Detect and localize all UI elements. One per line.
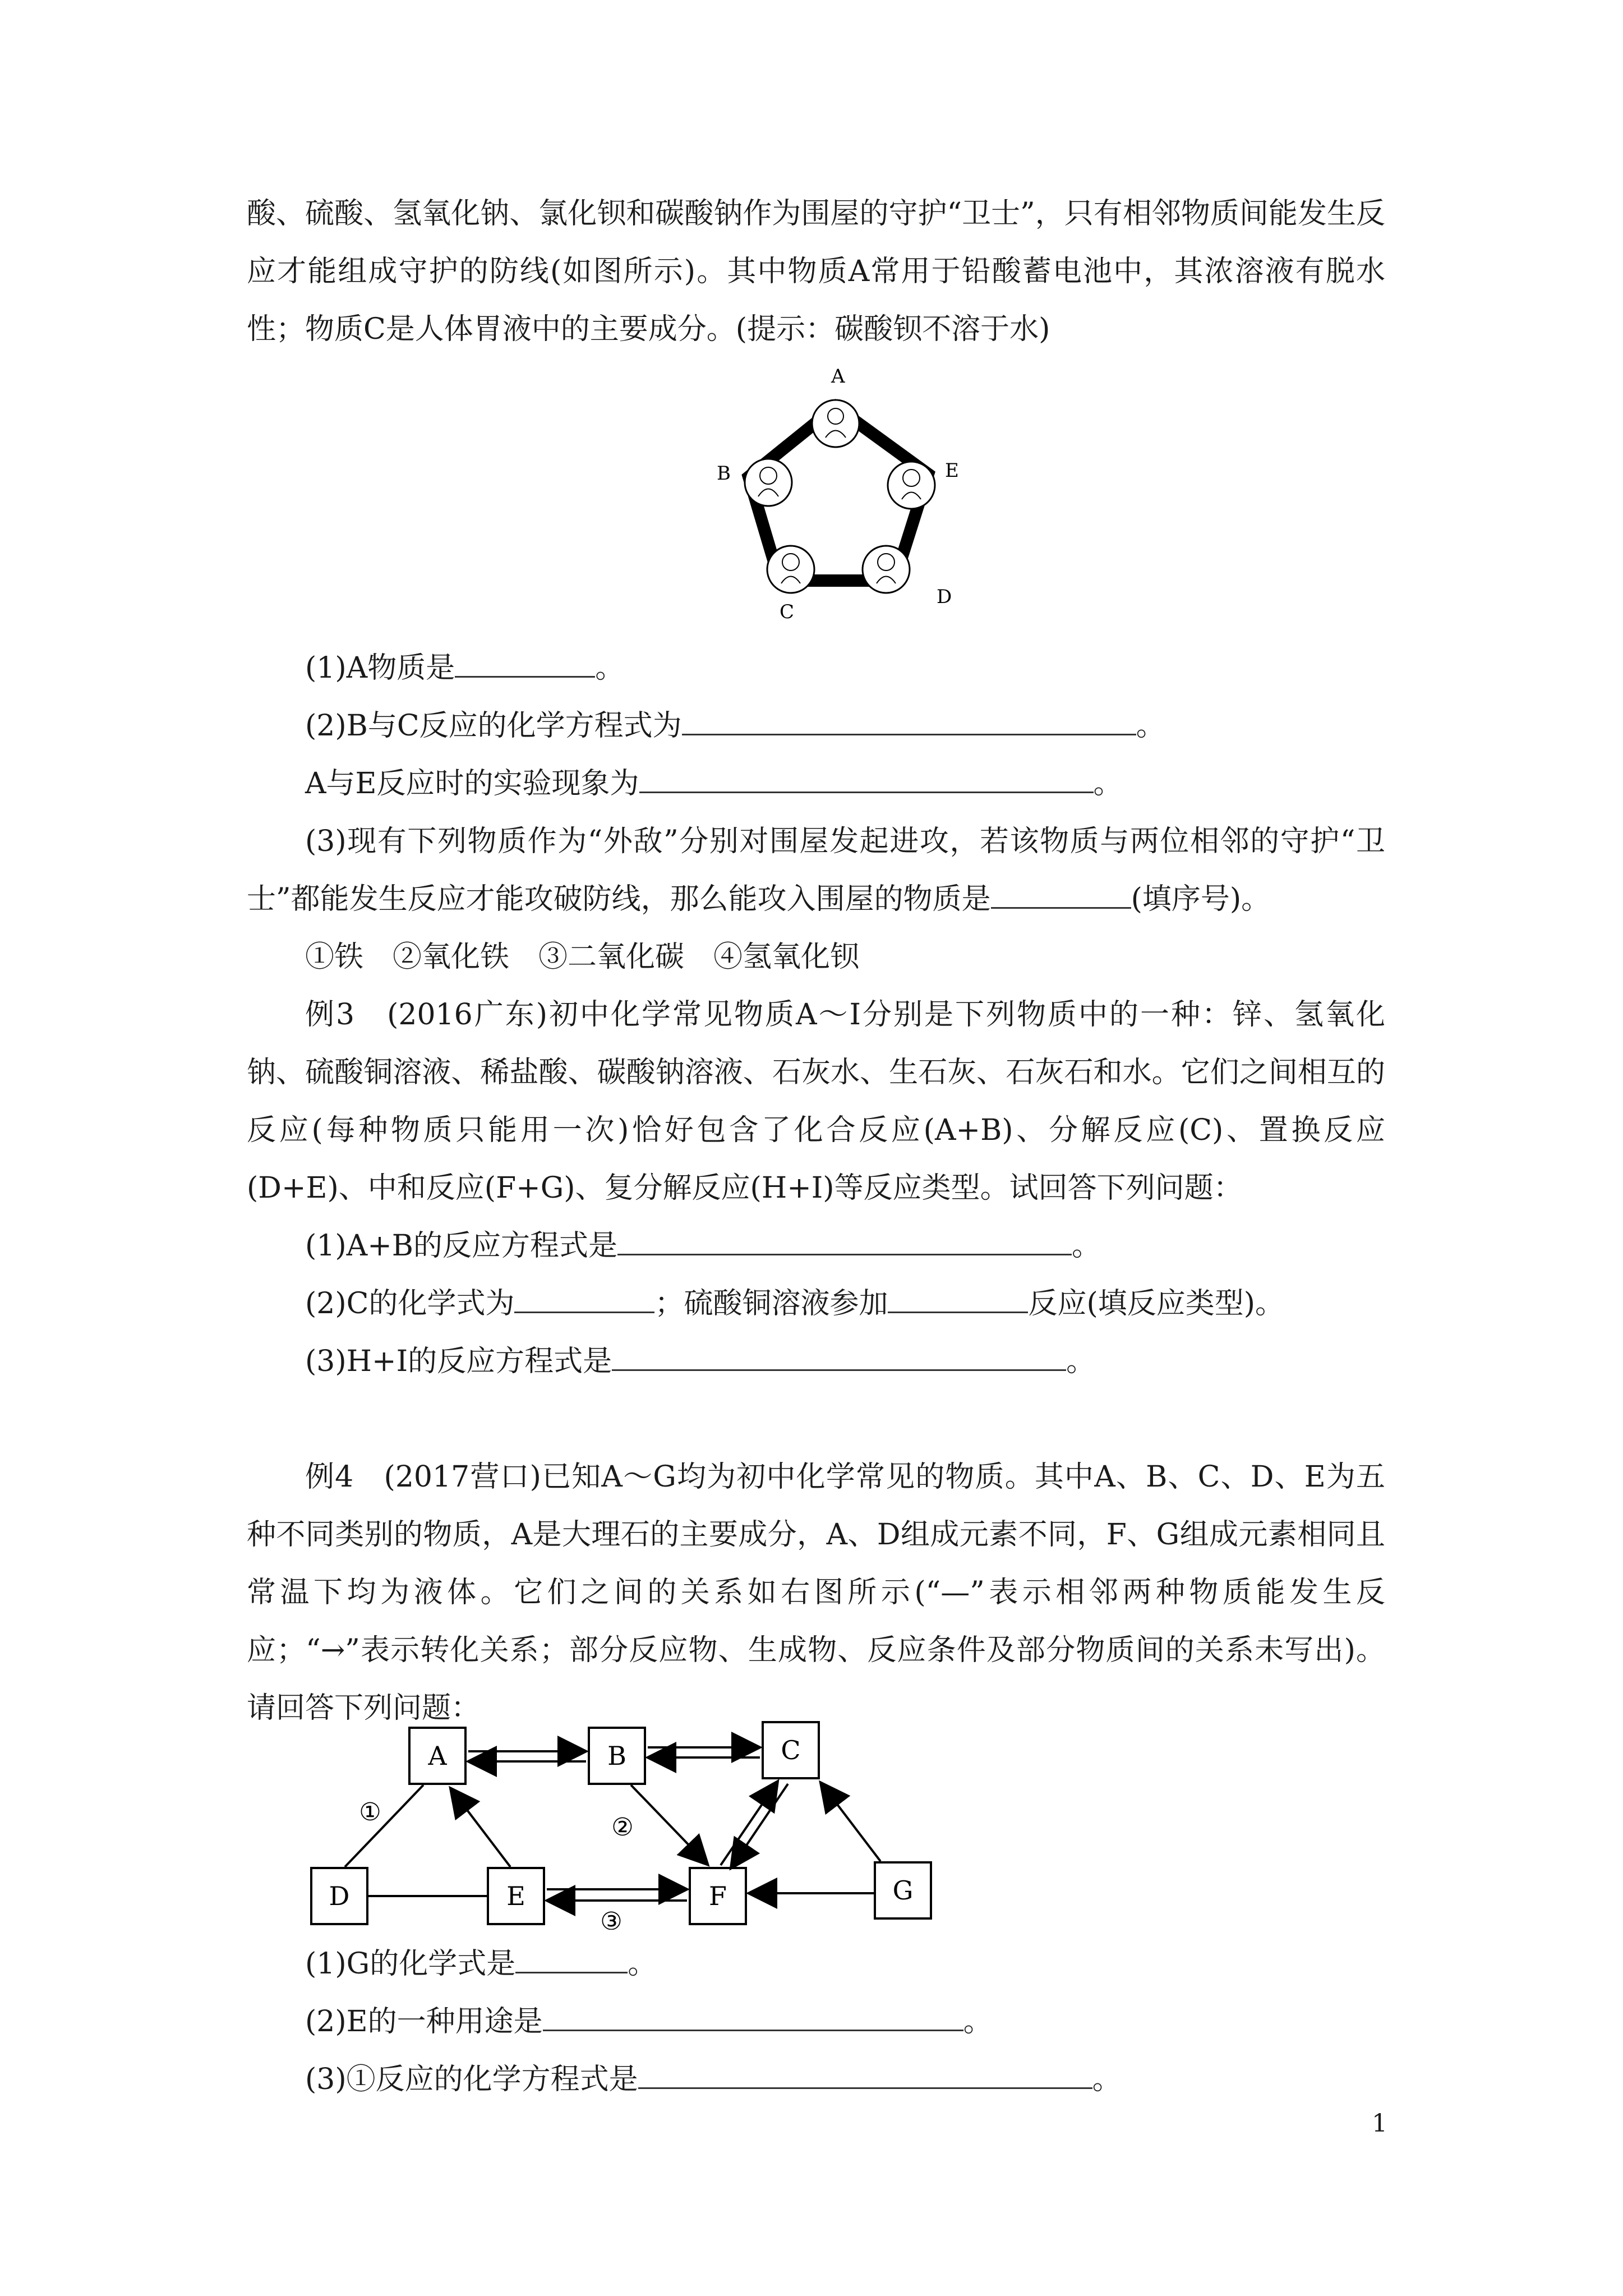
pentagon-diagram (701, 359, 981, 639)
ex2-options: ①铁 ②氧化铁 ③二氧化碳 ④氢氧化钡 (305, 940, 860, 974)
ex2-question-2b: A与E反应时的实验现象为 。 (305, 767, 1123, 800)
label-a: A (831, 365, 845, 388)
node-e-icon (888, 462, 935, 509)
ex3-question-2: (2)C的化学式为 ；硫酸铜溶液参加 反应(填反应类型)。 (305, 1287, 1285, 1320)
ex3-question-3: (3)H+I的反应方程式是 。 (305, 1345, 1096, 1378)
mark-3: ③ (600, 1907, 623, 1930)
label-c: C (780, 601, 795, 623)
node-c-text: C (781, 1735, 801, 1765)
node-a-icon (812, 400, 859, 447)
ex4-question-2: (2)E的一种用途是 。 (305, 2005, 993, 2039)
node-c-icon (767, 546, 814, 593)
node-d-icon (863, 546, 910, 593)
mark-2: ② (611, 1813, 634, 1842)
node-g-text: G (892, 1875, 914, 1906)
ex2-question-2: (2)B与C反应的化学方程式为 。 (305, 709, 1165, 743)
label-e: E (945, 459, 959, 482)
ex4-question-1: (1)G的化学式是 。 (305, 1947, 657, 1981)
node-f-text: F (709, 1881, 727, 1911)
node-d-text: D (329, 1881, 350, 1911)
intro-paragraph: 酸、硫酸、氢氧化钠、氯化钡和碳酸钠作为围屋的守护“卫士”，只有相邻物质间能发生反应才能组成守护的防线(如图所示)。其中物质A常用于铅酸蓄电池中，其浓溶液有脱水性；物质C是人体胃液中的主要成分。(提示：碳酸钡不溶于水) (247, 197, 1385, 346)
mark-1: ① (359, 1798, 381, 1826)
ex2-question-3: (3)现有下列物质作为“外敌”分别对围屋发起进攻，若该物质与两位相邻的守护“卫士”都能发生反应才能攻破防线，那么能攻入围屋的物质是 (填序号)。 (247, 825, 1385, 916)
ex3-paragraph: 例3 (2016广东)初中化学常见物质A～I分别是下列物质中的一种：锌、氢氧化钠、硫酸铜溶液、稀盐酸、碳酸钠溶液、石灰水、生石灰、石灰石和水。它们之间相互的反应(每种物质只能用一次)恰好包含了化合反应(A+B)、分解反应(C)、置换反应(D+E)、中和反应(F+G)、复分解反应(H+I)等反应类型。试回答下列问题： (247, 998, 1385, 1205)
node-e-text: E (506, 1881, 525, 1911)
ex2-question-1: (1)A物质是 。 (305, 651, 625, 685)
ex4-question-3: (3)①反应的化学方程式是 。 (305, 2063, 1122, 2096)
node-b-icon (745, 459, 792, 506)
label-b: B (717, 462, 731, 485)
ex3-question-1: (1)A+B的反应方程式是 。 (305, 1229, 1101, 1263)
relationship-diagram (297, 1705, 970, 1930)
page-number: 1 (1372, 2109, 1387, 2138)
node-b-text: B (607, 1741, 626, 1771)
ex4-paragraph: 例4 (2017营口)已知A～G均为初中化学常见的物质。其中A、B、C、D、E为五种不同类别的物质，A是大理石的主要成分，A、D组成元素不同，F、G组成元素相同且常温下均为液体。它们之间的关系如右图所示(“—”表示相邻两种物质能发生反应；“→”表示转化关系；部分反应物、生成物、反应条件及部分物质间的关系未写出)。请回答下列问题： (247, 1460, 1385, 1725)
label-d: D (937, 586, 952, 608)
node-a-text: A (428, 1741, 447, 1771)
